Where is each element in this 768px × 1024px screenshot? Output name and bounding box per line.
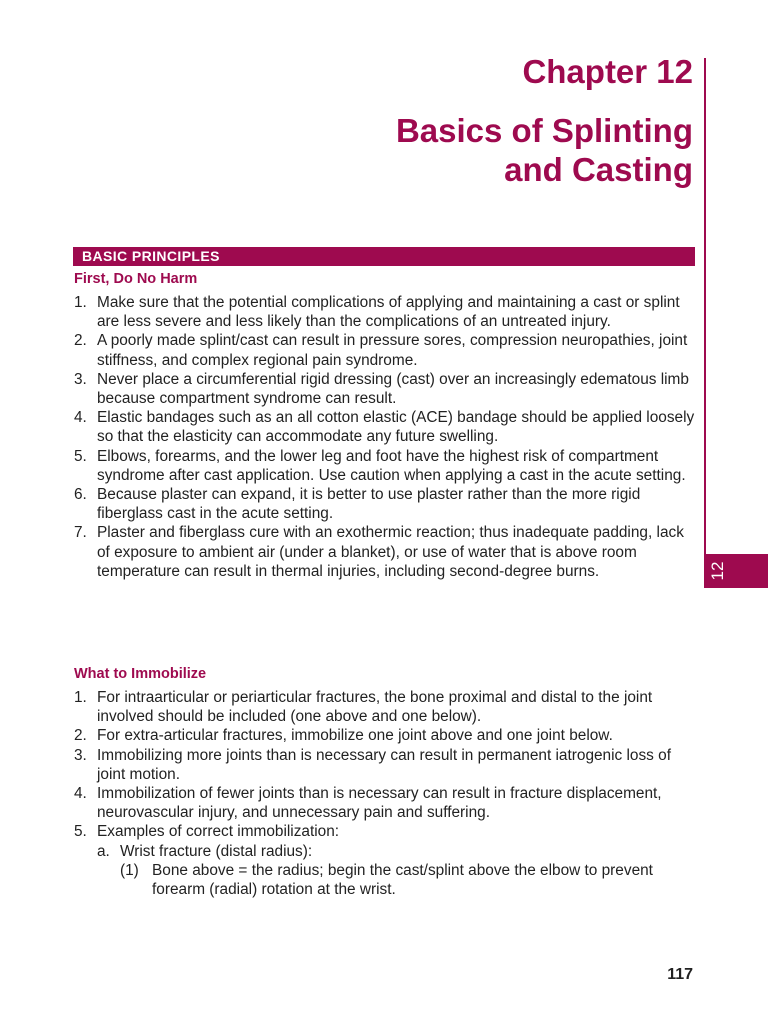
- list-item: [74, 523, 699, 581]
- sub-list-item: [97, 842, 699, 900]
- list-item-number: 5.: [74, 823, 87, 841]
- list-item-number: 2.: [74, 727, 87, 745]
- harm-list: [74, 293, 699, 581]
- chapter-label: Chapter 12: [522, 53, 693, 90]
- chapter-title-line-1: Basics of Splinting: [395, 112, 693, 149]
- chapter-thumb-tab: [704, 554, 768, 588]
- list-item: [74, 485, 699, 523]
- list-item-text: Because plaster can expand, it is better to use plaster rather than the more rigid fiberglass cast in the acute setting.: [97, 486, 641, 523]
- list-item-number: 3.: [74, 370, 87, 388]
- list-item-text: Elastic bandages such as an all cotton elastic (ACE) bandage should be applied loosely so that the elasticity can accommodate any future swelling.: [97, 409, 695, 446]
- margin-rule: [704, 58, 706, 554]
- list-item-text: Make sure that the potential complications of applying and maintaining a cast or splint are less severe and less likely than the complications of an untreated injury.: [97, 294, 680, 331]
- list-item-number: 4.: [74, 409, 87, 427]
- list-item-number: 7.: [74, 524, 87, 542]
- list-item: [74, 726, 699, 745]
- sub-sub-list-item-text: Bone above = the radius; begin the cast/splint above the elbow to prevent forearm (radial) rotation at the wrist.: [152, 861, 653, 899]
- list-item: [74, 293, 699, 331]
- list-item-text: Immobilization of fewer joints than is necessary can result in fracture displacement, neurovascular injury, and unnecessary pain and suffering.: [97, 785, 662, 822]
- list-item-text: For intraarticular or periarticular fractures, the bone proximal and distal to the joint involved should be included (one above and one below).: [97, 689, 653, 726]
- list-item-text: Plaster and fiberglass cure with an exothermic reaction; thus inadequate padding, lack of exposure to ambient air (under a blanket), or use of water that is above room temperature can result in thermal injuries, including second-degree burns.: [97, 524, 684, 580]
- subheading-what-to-immobilize: What to Immobilize: [74, 666, 207, 682]
- list-item: [74, 688, 699, 726]
- sub-sub-list-item-number: (1): [120, 861, 139, 879]
- subheading-first-do-no-harm: First, Do No Harm: [74, 271, 198, 287]
- list-item-number: 1.: [74, 689, 87, 706]
- sub-sub-list-item: [120, 861, 699, 899]
- list-item: [74, 784, 699, 822]
- list-item-text: A poorly made splint/cast can result in pressure sores, compression neuropathies, joint stiffness, and complex regional pain syndrome.: [97, 332, 688, 369]
- list-item-number: 4.: [74, 785, 87, 803]
- list-item: [74, 746, 699, 784]
- list-item-number: 6.: [74, 486, 87, 504]
- immobilize-list: [74, 688, 699, 899]
- list-item-text: Immobilizing more joints than is necessary can result in permanent iatrogenic loss of joint motion.: [97, 746, 671, 783]
- chapter-title-line-2: and Casting: [504, 151, 693, 188]
- list-item: [74, 370, 699, 408]
- list-item-number: 2.: [74, 332, 87, 350]
- list-item-text: Elbows, forearms, and the lower leg and foot have the highest risk of compartment syndrome after cast application. Use caution when applying a cast in the acute setting.: [97, 447, 686, 484]
- list-item: [74, 447, 699, 485]
- list-item-number: 5.: [74, 447, 87, 465]
- list-item: [74, 822, 699, 899]
- chapter-title: [396, 111, 693, 189]
- list-item-text: For extra-articular fractures, immobilize one joint above and one joint below.: [97, 727, 613, 745]
- list-item: [74, 408, 699, 446]
- sub-list-item-letter: a.: [97, 842, 110, 860]
- page-number: 117: [667, 966, 693, 983]
- chapter-tab-label: 12: [708, 561, 727, 581]
- list-item: [74, 331, 699, 369]
- list-item-number: 1.: [74, 294, 87, 311]
- section-heading-bar: BASIC PRINCIPLES: [73, 247, 695, 266]
- list-item-number: 3.: [74, 746, 87, 764]
- list-item-text: Examples of correct immobilization:: [97, 823, 340, 841]
- sub-list-item-text: Wrist fracture (distal radius):: [120, 842, 313, 860]
- list-item-text: Never place a circumferential rigid dressing (cast) over an increasingly edematous limb because compartment syndrome can result.: [97, 370, 689, 408]
